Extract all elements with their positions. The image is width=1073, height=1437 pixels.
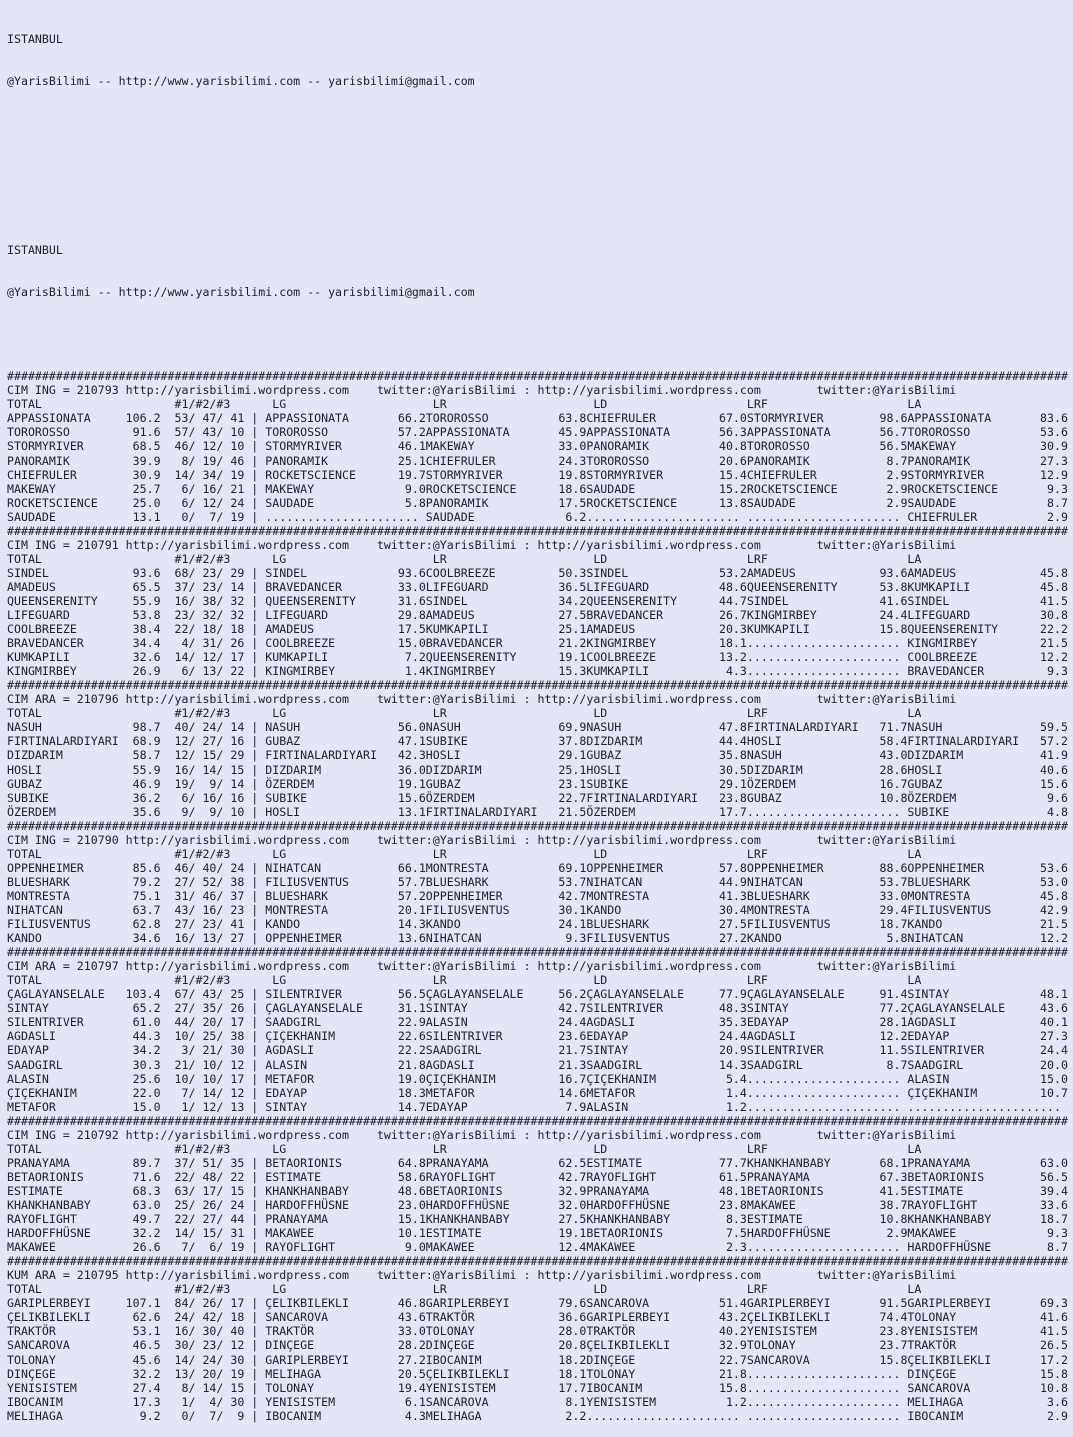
column-header-row: TOTAL #1/#2/#3 LG LR LD LRF LA bbox=[7, 397, 922, 412]
table-row: TOROROSSO 91.6 57/ 43/ 10 | TOROROSSO 57.2APPASSIONATA 45.9APPASSIONATA 56.3APPASSIONATA 56.7TOROROSSO 53.6 bbox=[7, 425, 1068, 440]
report-sections bbox=[7, 369, 1073, 1423]
table-row: GUBAZ 46.9 19/ 9/ 14 | ÖZERDEM 19.1GUBAZ 23.1SUBIKE 29.1ÖZERDEM 16.7GUBAZ 15.6 bbox=[7, 776, 1068, 791]
column-header-row: TOTAL #1/#2/#3 LG LR LD LRF LA bbox=[7, 706, 922, 721]
blank-line bbox=[7, 159, 1073, 173]
table-row: STORMYRIVER 68.5 46/ 12/ 10 | STORMYRIVER 46.1MAKEWAY 33.0PANORAMIK 40.8TOROROSSO 56.5MAKEWAY 30.9 bbox=[7, 439, 1068, 454]
column-header-row: TOTAL #1/#2/#3 LG LR LD LRF LA bbox=[7, 1282, 922, 1297]
table-row: KUMKAPILI 32.6 14/ 12/ 17 | KUMKAPILI 7.2QUEENSERENITY 19.1COOLBREEZE 13.2...................... COOLBREEZE 12.2 bbox=[7, 650, 1068, 665]
section-title: CIM ING = 210793 http://yarisbilimi.wordpress.com twitter:@YarisBilimi : http://yarisbilimi.wordpress.com twitter:@YarisBilimi bbox=[7, 383, 957, 398]
table-row: RAYOFLIGHT 49.7 22/ 27/ 44 | PRANAYAMA 15.1KHANKHANBABY 27.5KHANKHANBABY 8.3ESTIMATE 10.8KHANKHANBABY 18.7 bbox=[7, 1212, 1068, 1227]
section-separator: ######################################################################################################################################################## bbox=[7, 818, 1068, 833]
page-header-byline: @YarisBilimi -- http://www.yarisbilimi.com -- yarisbilimi@gmail.com bbox=[7, 284, 475, 299]
section-title: CIM ING = 210790 http://yarisbilimi.wordpress.com twitter:@YarisBilimi : http://yarisbilimi.wordpress.com twitter:@YarisBilimi bbox=[7, 832, 957, 847]
page-header-byline: @YarisBilimi -- http://www.yarisbilimi.com -- yarisbilimi@gmail.com bbox=[7, 74, 475, 89]
table-row: KINGMIRBEY 26.9 6/ 13/ 22 | KINGMIRBEY 1.4KINGMIRBEY 15.3KUMKAPILI 4.3...................... BRAVEDANCER 9.3 bbox=[7, 664, 1068, 679]
table-row: ÇELIKBILEKLI 62.6 24/ 42/ 18 | SANCAROVA 43.6TRAKTÖR 36.6GARIPLERBEYI 43.2ÇELIKBILEKLI 74.4TOLONAY 41.6 bbox=[7, 1310, 1068, 1325]
table-row: APPASSIONATA 106.2 53/ 47/ 41 | APPASSIONATA 66.2TOROROSSO 63.8CHIEFRULER 67.0STORMYRIVER 98.6APPASSIONATA 83.6 bbox=[7, 411, 1068, 426]
table-row: MAKEWAY 25.7 6/ 16/ 21 | MAKEWAY 9.0ROCKETSCIENCE 18.6SAUDADE 15.2ROCKETSCIENCE 2.9ROCKETSCIENCE 9.3 bbox=[7, 481, 1068, 496]
table-row: GARIPLERBEYI 107.1 84/ 26/ 17 | ÇELIKBILEKLI 46.8GARIPLERBEYI 79.6SANCAROVA 51.4GARIPLERBEYI 91.5GARIPLERBEYI 69.3 bbox=[7, 1296, 1068, 1311]
table-row: METAFOR 15.0 1/ 12/ 13 | SINTAY 14.7EDAYAP 7.9ALASIN 1.2...................... ...................... bbox=[7, 1099, 1068, 1114]
section-title: CIM ARA = 210796 http://yarisbilimi.wordpress.com twitter:@YarisBilimi : http://yarisbilimi.wordpress.com twitter:@YarisBilimi bbox=[7, 692, 957, 707]
table-row: LIFEGUARD 53.8 23/ 32/ 32 | LIFEGUARD 29.8AMADEUS 27.5BRAVEDANCER 26.7KINGMIRBEY 24.4LIFEGUARD 30.8 bbox=[7, 608, 1068, 623]
section-separator: ######################################################################################################################################################## bbox=[7, 523, 1068, 538]
table-row: ÇAGLAYANSELALE 103.4 67/ 43/ 25 | SILENTRIVER 56.5ÇAGLAYANSELALE 56.2ÇAGLAYANSELALE 77.9ÇAGLAYANSELALE 91.4SINTAY 48.1 bbox=[7, 987, 1068, 1002]
table-row: AGDASLI 44.3 10/ 25/ 38 | ÇIÇEKHANIM 22.6SILENTRIVER 23.6EDAYAP 24.4AGDASLI 12.2EDAYAP 27.3 bbox=[7, 1029, 1068, 1044]
section-separator: ######################################################################################################################################################## bbox=[7, 369, 1068, 384]
table-row: SINDEL 93.6 68/ 23/ 29 | SINDEL 93.6COOLBREEZE 50.3SINDEL 53.2AMADEUS 93.6AMADEUS 45.8 bbox=[7, 565, 1068, 580]
table-row: DINÇEGE 32.2 13/ 20/ 19 | MELIHAGA 20.5ÇELIKBILEKLI 18.1TOLONAY 21.8...................... DINÇEGE 15.8 bbox=[7, 1366, 1068, 1381]
section-title: CIM ING = 210792 http://yarisbilimi.wordpress.com twitter:@YarisBilimi : http://yarisbilimi.wordpress.com twitter:@YarisBilimi bbox=[7, 1127, 957, 1142]
table-row: TRAKTÖR 53.1 16/ 30/ 40 | TRAKTÖR 33.0TOLONAY 28.0TRAKTÖR 40.2YENISISTEM 23.8YENISISTEM 41.5 bbox=[7, 1324, 1068, 1339]
table-row: NASUH 98.7 40/ 24/ 14 | NASUH 56.0NASUH 69.9NASUH 47.8FIRTINALARDIYARI 71.7NASUH 59.5 bbox=[7, 720, 1068, 735]
section-separator: ######################################################################################################################################################## bbox=[7, 1113, 1068, 1128]
table-row: PRANAYAMA 89.7 37/ 51/ 35 | BETAORIONIS 64.8PRANAYAMA 62.5ESTIMATE 77.7KHANKHANBABY 68.1PRANAYAMA 63.0 bbox=[7, 1155, 1068, 1170]
table-row: SUBIKE 36.2 6/ 16/ 16 | SUBIKE 15.6ÖZERDEM 22.7FIRTINALARDIYARI 23.8GUBAZ 10.8ÖZERDEM 9.6 bbox=[7, 790, 1068, 805]
table-row: AMADEUS 65.5 37/ 23/ 14 | BRAVEDANCER 33.0LIFEGUARD 36.5LIFEGUARD 48.6QUEENSERENITY 53.8KUMKAPILI 45.8 bbox=[7, 579, 1068, 594]
section-separator: ######################################################################################################################################################## bbox=[7, 678, 1068, 693]
table-row: BRAVEDANCER 34.4 4/ 31/ 26 | COOLBREEZE 15.0BRAVEDANCER 21.2KINGMIRBEY 18.1...................... KINGMIRBEY 21.5 bbox=[7, 636, 1068, 651]
table-row: QUEENSERENITY 55.9 16/ 38/ 32 | QUEENSERENITY 31.6SINDEL 34.2QUEENSERENITY 44.7SINDEL 41.6SINDEL 41.5 bbox=[7, 593, 1068, 608]
table-row: IBOCANIM 17.3 1/ 4/ 30 | YENISISTEM 6.1SANCAROVA 8.1YENISISTEM 1.2...................... MELIHAGA 3.6 bbox=[7, 1394, 1068, 1409]
section-separator: ######################################################################################################################################################## bbox=[7, 1254, 1068, 1269]
table-row: ROCKETSCIENCE 25.0 6/ 12/ 24 | SAUDADE 5.8PANORAMIK 17.5ROCKETSCIENCE 13.8SAUDADE 2.9SAUDADE 8.7 bbox=[7, 495, 1068, 510]
table-row: KHANKHANBABY 63.0 25/ 26/ 24 | HARDOFFHÜSNE 23.0HARDOFFHÜSNE 32.0HARDOFFHÜSNE 23.8MAKAWEE 38.7RAYOFLIGHT 33.6 bbox=[7, 1197, 1068, 1212]
table-row: MAKAWEE 26.6 7/ 6/ 19 | RAYOFLIGHT 9.0MAKAWEE 12.4MAKAWEE 2.3...................... HARDOFFHÜSNE 8.7 bbox=[7, 1240, 1068, 1255]
table-row: TOLONAY 45.6 14/ 24/ 30 | GARIPLERBEYI 27.2IBOCANIM 18.2DINÇEGE 22.7SANCAROVA 15.8ÇELIKBILEKLI 17.2 bbox=[7, 1352, 1068, 1367]
table-row: ESTIMATE 68.3 63/ 17/ 15 | KHANKHANBABY 48.6BETAORIONIS 32.9PRANAYAMA 48.1BETAORIONIS 41.5ESTIMATE 39.4 bbox=[7, 1183, 1068, 1198]
table-row: MELIHAGA 9.2 0/ 7/ 9 | IBOCANIM 4.3MELIHAGA 2.2...................... ...................... IBOCANIM 2.9 bbox=[7, 1408, 1068, 1423]
table-row: ALASIN 25.6 10/ 10/ 17 | METAFOR 19.0ÇIÇEKHANIM 16.7ÇIÇEKHANIM 5.4...................... ALASIN 15.0 bbox=[7, 1071, 1068, 1086]
table-row: EDAYAP 34.2 3/ 21/ 30 | AGDASLI 22.2SAADGIRL 21.7SINTAY 20.9SILENTRIVER 11.5SILENTRIVER 24.4 bbox=[7, 1043, 1068, 1058]
table-row: FIRTINALARDIYARI 68.9 12/ 27/ 16 | GUBAZ 47.1SUBIKE 37.8DIZDARIM 44.4HOSLI 58.4FIRTINALARDIYARI 57.2 bbox=[7, 734, 1068, 749]
column-header-row: TOTAL #1/#2/#3 LG LR LD LRF LA bbox=[7, 846, 922, 861]
table-row: NIHATCAN 63.7 43/ 16/ 23 | MONTRESTA 20.1FILIUSVENTUS 30.1KANDO 30.4MONTRESTA 29.4FILIUSVENTUS 42.9 bbox=[7, 903, 1068, 917]
table-row: BLUESHARK 79.2 27/ 52/ 38 | FILIUSVENTUS 57.7BLUESHARK 53.7NIHATCAN 44.9NIHATCAN 53.7BLUESHARK 53.0 bbox=[7, 874, 1068, 889]
table-row: SINTAY 65.2 27/ 35/ 26 | ÇAGLAYANSELALE 31.1SINTAY 42.7SILENTRIVER 48.3SINTAY 77.2ÇAGLAYANSELALE 43.6 bbox=[7, 1001, 1068, 1016]
section-title: CIM ING = 210791 http://yarisbilimi.wordpress.com twitter:@YarisBilimi : http://yarisbilimi.wordpress.com twitter:@YarisBilimi bbox=[7, 537, 957, 552]
column-header-row: TOTAL #1/#2/#3 LG LR LD LRF LA bbox=[7, 551, 922, 566]
column-header-row: TOTAL #1/#2/#3 LG LR LD LRF LA bbox=[7, 1141, 922, 1156]
table-row: BETAORIONIS 71.6 22/ 48/ 22 | ESTIMATE 58.6RAYOFLIGHT 42.7RAYOFLIGHT 61.5PRANAYAMA 67.3BETAORIONIS 56.5 bbox=[7, 1169, 1068, 1184]
table-row: COOLBREEZE 38.4 22/ 18/ 18 | AMADEUS 17.5KUMKAPILI 25.1AMADEUS 20.3KUMKAPILI 15.8QUEENSERENITY 22.2 bbox=[7, 622, 1068, 637]
page-header-city: ISTANBUL bbox=[7, 242, 63, 257]
table-row: FILIUSVENTUS 62.8 27/ 23/ 41 | KANDO 14.3KANDO 24.1BLUESHARK 27.5FILIUSVENTUS 18.7KANDO 21.5 bbox=[7, 917, 1068, 932]
table-row: DIZDARIM 58.7 12/ 15/ 29 | FIRTINALARDIYARI 42.3HOSLI 29.1GUBAZ 35.8NASUH 43.0DIZDARIM 41.9 bbox=[7, 748, 1068, 763]
section-title: KUM ARA = 210795 http://yarisbilimi.wordpress.com twitter:@YarisBilimi : http://yarisbilimi.wordpress.com twitter:@YarisBilimi bbox=[7, 1268, 957, 1283]
blank-line bbox=[7, 201, 1073, 215]
section-title: CIM ARA = 210797 http://yarisbilimi.wordpress.com twitter:@YarisBilimi : http://yarisbilimi.wordpress.com twitter:@YarisBilimi bbox=[7, 959, 957, 974]
table-row: SAUDADE 13.1 0/ 7/ 19 | ...................... SAUDADE 6.2...................... ...................... CHIEFRULER 2.9 bbox=[7, 509, 1068, 524]
table-row: SAADGIRL 30.3 21/ 10/ 12 | ALASIN 21.8AGDASLI 21.3SAADGIRL 14.3SAADGIRL 8.7SAADGIRL 20.0 bbox=[7, 1057, 1068, 1072]
table-row: SANCAROVA 46.5 30/ 23/ 12 | DINÇEGE 28.2DINÇEGE 20.8ÇELIKBILEKLI 32.9TOLONAY 23.7TRAKTÖR 26.5 bbox=[7, 1338, 1068, 1353]
table-row: ÇIÇEKHANIM 22.0 7/ 14/ 12 | EDAYAP 18.3METAFOR 14.6METAFOR 1.4...................... ÇIÇEKHANIM 10.7 bbox=[7, 1085, 1068, 1100]
table-row: CHIEFRULER 30.9 14/ 34/ 19 | ROCKETSCIENCE 19.7STORMYRIVER 19.8STORMYRIVER 15.4CHIEFRULER 2.9STORMYRIVER 12.9 bbox=[7, 467, 1068, 482]
table-row: PANORAMIK 39.9 8/ 19/ 46 | PANORAMIK 25.1CHIEFRULER 24.3TOROROSSO 20.6PANORAMIK 8.7PANORAMIK 27.3 bbox=[7, 453, 1068, 468]
page-header-city: ISTANBUL bbox=[7, 32, 63, 47]
table-row: HARDOFFHÜSNE 32.2 14/ 15/ 31 | MAKAWEE 10.1ESTIMATE 19.1BETAORIONIS 7.5HARDOFFHÜSNE 2.9MAKAWEE 9.3 bbox=[7, 1226, 1068, 1241]
table-row: KANDO 34.6 16/ 13/ 27 | OPPENHEIMER 13.6NIHATCAN 9.3FILIUSVENTUS 27.2KANDO 5.8NIHATCAN 12.2 bbox=[7, 931, 1068, 946]
blank-line bbox=[7, 116, 1073, 130]
section-separator: ######################################################################################################################################################## bbox=[7, 945, 1068, 960]
column-header-row: TOTAL #1/#2/#3 LG LR LD LRF LA bbox=[7, 973, 922, 988]
table-row: ÖZERDEM 35.6 9/ 9/ 10 | HOSLI 13.1FIRTINALARDIYARI 21.5ÖZERDEM 17.7...................... SUBIKE 4.8 bbox=[7, 804, 1068, 819]
blank-line bbox=[7, 327, 1073, 341]
table-row: MONTRESTA 75.1 31/ 46/ 37 | BLUESHARK 57.2OPPENHEIMER 42.7MONTRESTA 41.3BLUESHARK 33.0MONTRESTA 45.8 bbox=[7, 888, 1068, 903]
table-row: HOSLI 55.9 16/ 14/ 15 | DIZDARIM 36.0DIZDARIM 25.1HOSLI 30.5DIZDARIM 28.6HOSLI 40.6 bbox=[7, 762, 1068, 777]
table-row: YENISISTEM 27.4 8/ 14/ 15 | TOLONAY 19.4YENISISTEM 17.7IBOCANIM 15.8...................... SANCAROVA 10.8 bbox=[7, 1380, 1068, 1395]
table-row: OPPENHEIMER 85.6 46/ 40/ 24 | NIHATCAN 66.1MONTRESTA 69.1OPPENHEIMER 57.8OPPENHEIMER 88.6OPPENHEIMER 53.6 bbox=[7, 860, 1068, 875]
table-row: SILENTRIVER 61.0 44/ 20/ 17 | SAADGIRL 22.9ALASIN 24.4AGDASLI 35.3EDAYAP 28.1AGDASLI 40.1 bbox=[7, 1015, 1068, 1030]
